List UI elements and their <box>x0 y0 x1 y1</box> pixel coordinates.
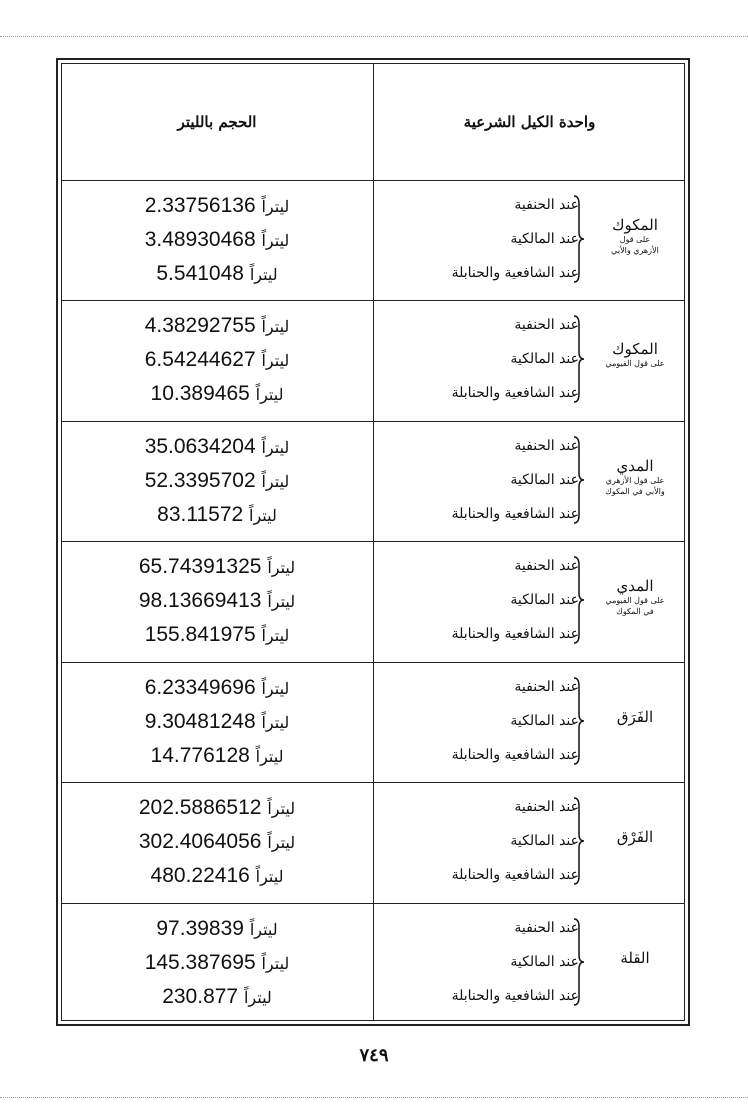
school-label: عند الشافعية والحنابلة <box>451 626 579 642</box>
volume-value <box>61 864 373 888</box>
curly-brace-icon <box>571 676 585 766</box>
volume-value <box>61 469 373 493</box>
unit-name: الفَرَق <box>616 708 654 726</box>
unit-cell <box>585 577 685 617</box>
liter-unit: ليتراً <box>261 713 290 732</box>
unit-cell <box>585 708 685 726</box>
volume-number: 97.39839 <box>156 917 244 940</box>
school-label: عند الحنفية <box>514 317 579 333</box>
liter-unit: ليتراً <box>255 747 284 766</box>
volume-number: 98.13669413 <box>138 589 262 612</box>
liter-unit: ليتراً <box>261 626 290 645</box>
volume-cell <box>61 180 373 300</box>
unit-name: الفَرْق <box>616 828 654 846</box>
volume-number: 35.0634204 <box>144 435 256 458</box>
volume-number: 9.30481248 <box>144 710 256 733</box>
volume-number: 480.22416 <box>150 864 250 887</box>
school-label: عند الشافعية والحنابلة <box>451 747 579 763</box>
liter-unit: ليتراً <box>261 679 290 698</box>
unit-note: في المكوك <box>616 607 654 616</box>
liter-unit: ليتراً <box>267 592 296 611</box>
volume-number: 6.23349696 <box>144 676 256 699</box>
unit-cell <box>585 457 685 497</box>
liter-unit: ليتراً <box>249 506 277 525</box>
unit-cell <box>585 216 685 256</box>
liter-unit: ليتراً <box>261 954 290 973</box>
unit-note: والأبي في المكوك <box>605 487 665 496</box>
unit-cell <box>585 828 685 846</box>
school-label: عند الشافعية والحنابلة <box>451 988 579 1004</box>
school-label: عند المالكية <box>510 954 579 970</box>
top-dotted-rule <box>0 36 748 37</box>
school-label: عند الحنفية <box>514 438 579 454</box>
volume-value <box>61 951 373 975</box>
volume-number: 65.74391325 <box>138 555 262 578</box>
curly-brace-icon <box>571 555 585 645</box>
volume-number: 2.33756136 <box>144 194 256 217</box>
liter-unit: ليتراً <box>267 833 296 852</box>
liter-unit: ليتراً <box>261 197 290 216</box>
header-volume: الحجم بالليتر <box>177 112 257 131</box>
volume-number: 83.11572 <box>157 503 244 526</box>
unit-name: المدي <box>616 577 654 595</box>
liter-unit: ليتراً <box>261 351 290 370</box>
unit-note: على قول <box>619 235 651 244</box>
curly-brace-icon <box>571 917 585 1007</box>
volume-value <box>61 985 373 1009</box>
school-label: عند المالكية <box>510 351 579 367</box>
liter-unit: ليتراً <box>261 438 290 457</box>
unit-note: على قول الفيومي <box>605 359 665 368</box>
curly-brace-icon <box>571 435 585 525</box>
unit-note: على قول الفيومي <box>605 596 665 605</box>
volume-number: 6.54244627 <box>144 348 256 371</box>
table-row <box>61 180 685 300</box>
table-row <box>61 300 685 421</box>
volume-value <box>61 796 373 820</box>
school-label: عند الحنفية <box>514 799 579 815</box>
volume-number: 5.541048 <box>156 262 244 285</box>
volume-number: 145.387695 <box>144 951 256 974</box>
unit-name: المدي <box>616 457 654 475</box>
school-label: عند الحنفية <box>514 679 579 695</box>
volume-cell <box>61 782 373 903</box>
volume-cell <box>61 421 373 541</box>
bottom-dotted-rule <box>0 1097 748 1098</box>
volume-value <box>61 555 373 579</box>
table-row <box>61 541 685 662</box>
liter-unit: ليتراً <box>261 231 290 250</box>
school-label: عند الحنفية <box>514 920 579 936</box>
volume-value <box>61 262 373 286</box>
volume-number: 202.5886512 <box>138 796 262 819</box>
volume-number: 155.841975 <box>144 623 256 646</box>
volume-value <box>61 830 373 854</box>
volume-number: 230.877 <box>162 985 239 1008</box>
volume-value <box>61 382 373 406</box>
unit-name: المكوك <box>612 216 658 234</box>
liter-unit: ليتراً <box>255 867 284 886</box>
school-label: عند الشافعية والحنابلة <box>451 506 579 522</box>
curly-brace-icon <box>571 314 585 404</box>
school-label: عند الحنفية <box>514 197 579 213</box>
liter-unit: ليتراً <box>267 799 296 818</box>
unit-note: الأزهري والأبي <box>611 246 659 255</box>
school-label: عند المالكية <box>510 713 579 729</box>
volume-value <box>61 623 373 647</box>
school-label: عند المالكية <box>510 833 579 849</box>
liter-unit: ليتراً <box>261 472 290 491</box>
unit-note: على قول الأزهري <box>605 476 665 485</box>
volume-value <box>61 744 373 768</box>
table-row <box>61 421 685 541</box>
school-label: عند الشافعية والحنابلة <box>451 867 579 883</box>
unit-cell <box>585 949 685 967</box>
liter-unit: ليتراً <box>249 920 278 939</box>
unit-name: القلة <box>620 949 650 967</box>
school-label: عند الشافعية والحنابلة <box>451 385 579 401</box>
table-row <box>61 662 685 782</box>
volume-value <box>61 194 373 218</box>
volume-value <box>61 228 373 252</box>
school-label: عند الشافعية والحنابلة <box>451 265 579 281</box>
liter-unit: ليتراً <box>261 317 290 336</box>
volume-value <box>61 710 373 734</box>
volume-cell <box>61 903 373 1021</box>
table-row <box>61 782 685 903</box>
school-label: عند المالكية <box>510 231 579 247</box>
volume-value <box>61 435 373 459</box>
volume-number: 52.3395702 <box>144 469 256 492</box>
school-label: عند الحنفية <box>514 558 579 574</box>
volume-cell <box>61 662 373 782</box>
curly-brace-icon <box>571 796 585 886</box>
volume-number: 4.38292755 <box>144 314 256 337</box>
header-unit: واحدة الكيل الشرعية <box>463 112 596 131</box>
volume-number: 3.48930468 <box>144 228 256 251</box>
page-number: ٧٤٩ <box>359 1045 389 1066</box>
volume-value <box>61 348 373 372</box>
volume-cell <box>61 300 373 421</box>
unit-name: المكوك <box>612 340 658 358</box>
volume-number: 302.4064056 <box>138 830 262 853</box>
volume-value <box>61 676 373 700</box>
volume-value <box>61 503 373 527</box>
volume-number: 14.776128 <box>150 744 250 767</box>
table-row <box>61 903 685 1021</box>
liter-unit: ليتراً <box>255 385 284 404</box>
liter-unit: ليتراً <box>249 265 278 284</box>
school-label: عند المالكية <box>510 472 579 488</box>
volume-value <box>61 314 373 338</box>
volume-value <box>61 917 373 941</box>
volume-number: 10.389465 <box>150 382 250 405</box>
volume-cell <box>61 541 373 662</box>
liter-unit: ليتراً <box>243 988 272 1007</box>
liter-unit: ليتراً <box>267 558 296 577</box>
volume-value <box>61 589 373 613</box>
school-label: عند المالكية <box>510 592 579 608</box>
curly-brace-icon <box>571 194 585 284</box>
unit-cell <box>585 340 685 369</box>
